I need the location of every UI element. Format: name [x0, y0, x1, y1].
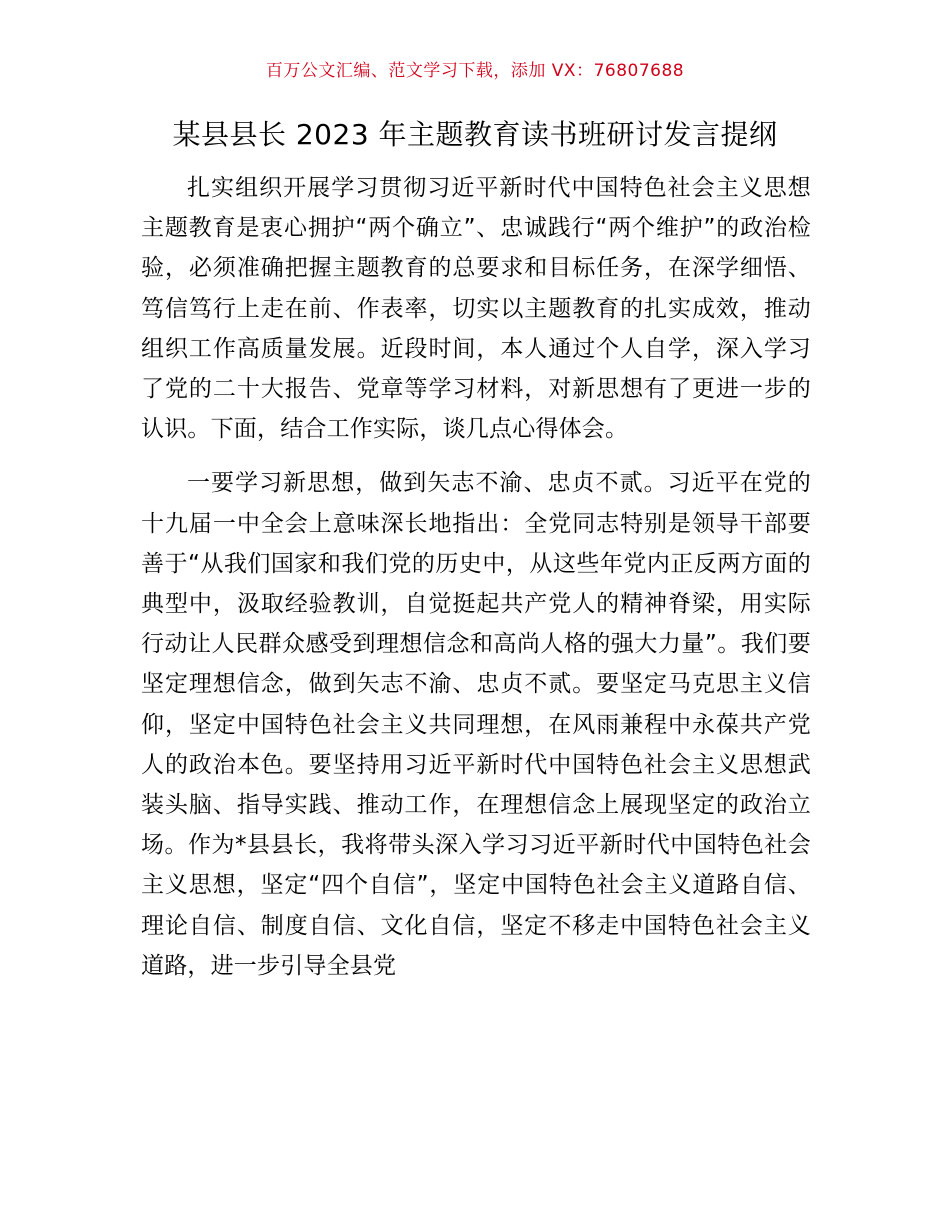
header-watermark-note: 百万公文汇编、范文学习下载，添加 VX：76807688: [265, 61, 685, 81]
document-body: [141, 168, 811, 986]
document-title: 某县县长 2023 年主题教育读书班研讨发言提纲: [172, 118, 778, 151]
body-paragraph-point-one: 一要学习新思想，做到矢志不渝、忠贞不贰。习近平在党的十九届一中全会上意味深长地指出：全党同志特别是领导干部要善于“从我们国家和我们党的历史中，从这些年党内正反两方面的典型中，汲取经验教训，自觉挺起共产党人的精神脊梁，用实际行动让人民群众感受到理想信念和高尚人格的强大力量”。我们要坚定理想信念，做到矢志不渝、忠贞不贰。要坚定马克思主义信仰，坚定中国特色社会主义共同理想，在风雨兼程中永葆共产党人的政治本色。要坚持用习近平新时代中国特色社会主义思想武装头脑、指导实践、推动工作，在理想信念上展现坚定的政治立场。作为*县县长，我将带头深入学习习近平新时代中国特色社会主义思想，坚定“四个自信”，坚定中国特色社会主义道路自信、理论自信、制度自信、文化自信，坚定不移走中国特色社会主义道路，进一步引导全县党: [141, 470, 811, 979]
body-paragraph-intro: 扎实组织开展学习贯彻习近平新时代中国特色社会主义思想主题教育是衷心拥护“两个确立”、忠诚践行“两个维护”的政治检验，必须准确把握主题教育的总要求和目标任务，在深学细悟、笃信笃行上走在前、作表率，切实以主题教育的扎实成效，推动组织工作高质量发展。近段时间，本人通过个人自学，深入学习了党的二十大报告、党章等学习材料，对新思想有了更进一步的认识。下面，结合工作实际，谈几点心得体会。: [141, 175, 811, 443]
